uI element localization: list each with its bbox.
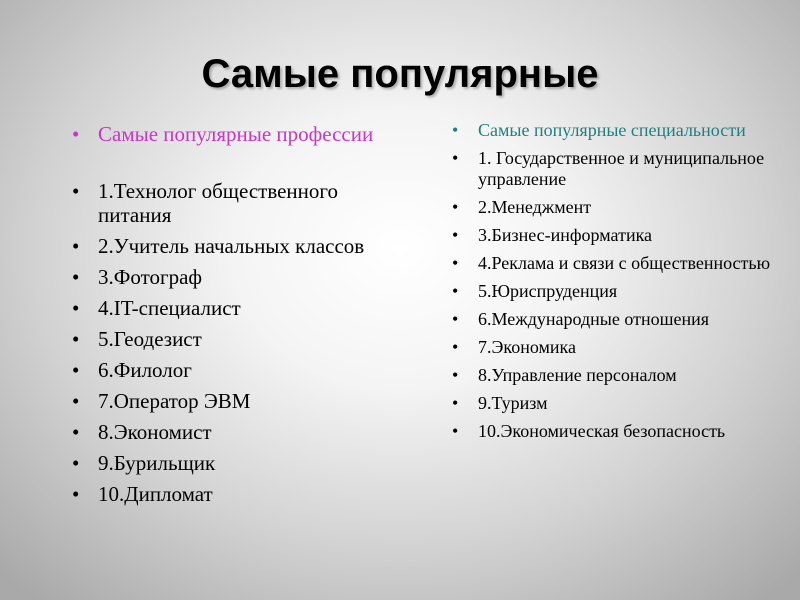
specialties-heading: • Самые популярные специальности bbox=[452, 120, 797, 141]
specialty-item: • 2.Менеджмент bbox=[452, 197, 797, 218]
specialty-item: • 9.Туризм bbox=[452, 393, 797, 414]
profession-item: • 10.Дипломат bbox=[72, 482, 392, 506]
specialty-item: • 1. Государственное и муниципальное управление bbox=[452, 148, 797, 190]
profession-item: • 4.IT-специалист bbox=[72, 296, 392, 320]
professions-list bbox=[72, 122, 392, 513]
profession-item: • 8.Экономист bbox=[72, 420, 392, 444]
specialty-item: • 3.Бизнес-информатика bbox=[452, 225, 797, 246]
slide-title: Самые популярные bbox=[201, 52, 599, 96]
profession-item: • 7.Оператор ЭВМ bbox=[72, 389, 392, 413]
profession-item: • 9.Бурильщик bbox=[72, 451, 392, 475]
profession-item: • 5.Геодезист bbox=[72, 327, 392, 351]
profession-item: • 2.Учитель начальных классов bbox=[72, 234, 392, 258]
specialty-item: • 5.Юриспруденция bbox=[452, 281, 797, 302]
specialty-item: • 6.Международные отношения bbox=[452, 309, 797, 330]
specialty-item: • 4.Реклама и связи с общественностью bbox=[452, 253, 797, 274]
profession-item: • 6.Филолог bbox=[72, 358, 392, 382]
specialty-item: • 10.Экономическая безопасность bbox=[452, 421, 797, 442]
specialties-list bbox=[452, 120, 797, 449]
profession-item: • 3.Фотограф bbox=[72, 265, 392, 289]
professions-heading: • Самые популярные профессии bbox=[72, 122, 392, 146]
specialty-item: • 7.Экономика bbox=[452, 337, 797, 358]
specialty-item: • 8.Управление персоналом bbox=[452, 365, 797, 386]
profession-item: • 1.Технолог общественного питания bbox=[72, 179, 392, 227]
